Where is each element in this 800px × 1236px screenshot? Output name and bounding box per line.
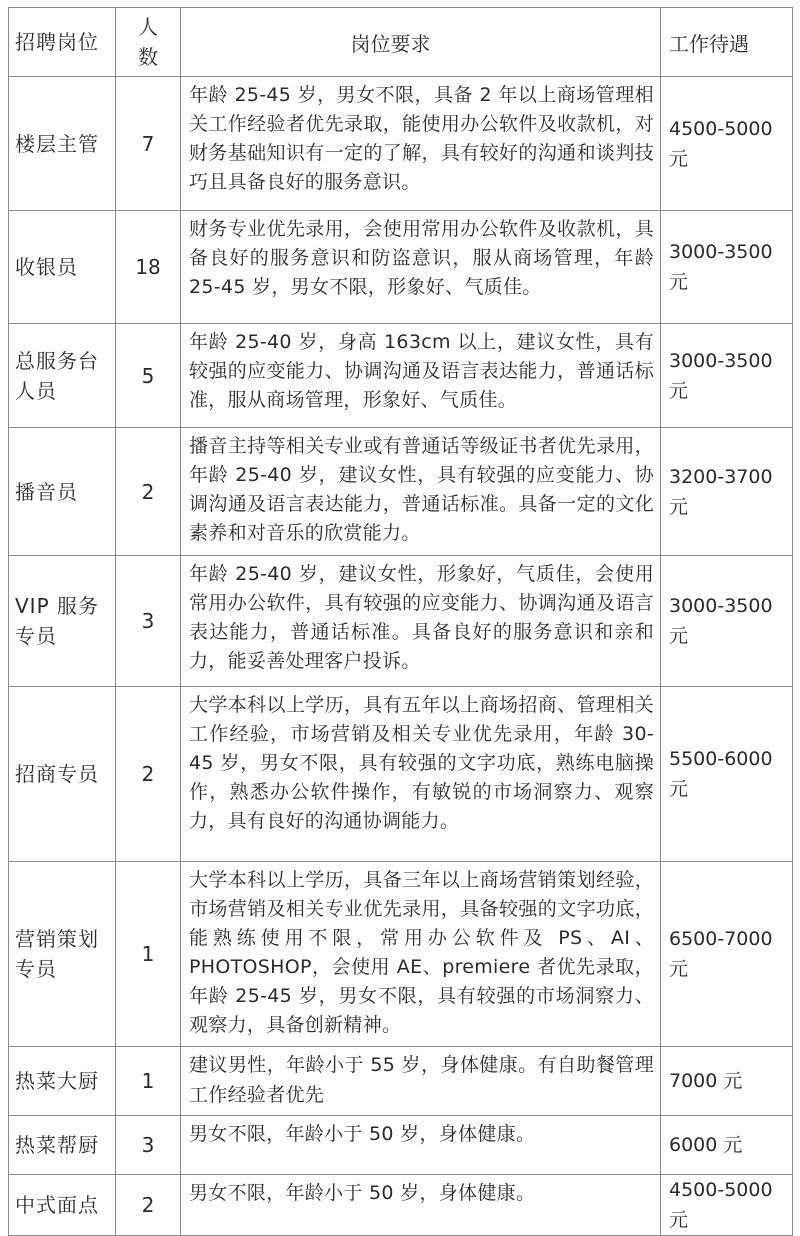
table-row <box>9 77 793 211</box>
cell-count: 5 <box>116 324 181 428</box>
cell-requirements: 大学本科以上学历，具备三年以上商场营销策划经验，市场营销及相关专业优先录用，具备较强的文字功底，能熟练使用不限，常用办公软件及 PS、AI、PHOTOSHOP，会使用 AE、premiere 者优先录取，年龄 25-45 岁，男女不限，具有较强的市场洞察力、观察力，具备创新精神。 <box>181 862 661 1047</box>
cell-count: 1 <box>116 1047 181 1116</box>
cell-count: 2 <box>116 687 181 862</box>
header-position: 招聘岗位 <box>9 8 116 77</box>
cell-position: 热菜帮厨 <box>9 1116 116 1175</box>
cell-salary: 3000-3500 元 <box>661 324 793 428</box>
cell-salary: 4500-5000 元 <box>661 77 793 211</box>
table-row <box>9 1047 793 1116</box>
table-row <box>9 1116 793 1175</box>
cell-salary: 5500-6000 元 <box>661 687 793 862</box>
table-row <box>9 1175 793 1236</box>
cell-requirements: 男女不限，年龄小于 50 岁，身体健康。 <box>181 1116 661 1175</box>
cell-requirements: 财务专业优先录用，会使用常用办公软件及收款机，具备良好的服务意识和防盗意识，服从商场管理，年龄 25-45 岁，男女不限，形象好、气质佳。 <box>181 211 661 324</box>
cell-salary: 6000 元 <box>661 1116 793 1175</box>
cell-position: 总服务台人员 <box>9 324 116 428</box>
header-requirements: 岗位要求 <box>181 8 661 77</box>
cell-salary: 3000-3500 元 <box>661 211 793 324</box>
table-row <box>9 428 793 556</box>
cell-requirements: 播音主持等相关专业或有普通话等级证书者优先录用，年龄 25-40 岁，建议女性，具有较强的应变能力、协调沟通及语言表达能力，普通话标准。具备一定的文化素养和对音乐的欣赏能力。 <box>181 428 661 556</box>
cell-count: 3 <box>116 556 181 687</box>
recruitment-table <box>8 7 793 1236</box>
cell-requirements: 年龄 25-40 岁，建议女性，形象好，气质佳，会使用常用办公软件，具有较强的应变能力、协调沟通及语言表达能力，普通话标准。具备良好的服务意识和亲和力，能妥善处理客户投诉。 <box>181 556 661 687</box>
cell-count: 1 <box>116 862 181 1047</box>
cell-salary: 3200-3700 元 <box>661 428 793 556</box>
table-row <box>9 556 793 687</box>
header-count: 人数 <box>116 8 181 77</box>
header-salary: 工作待遇 <box>661 8 793 77</box>
cell-requirements: 男女不限，年龄小于 50 岁，身体健康。 <box>181 1175 661 1236</box>
table-row <box>9 324 793 428</box>
cell-count: 7 <box>116 77 181 211</box>
table-row <box>9 687 793 862</box>
cell-count: 2 <box>116 1175 181 1236</box>
table-row <box>9 211 793 324</box>
cell-salary: 6500-7000 元 <box>661 862 793 1047</box>
cell-requirements: 大学本科以上学历，具有五年以上商场招商、管理相关工作经验，市场营销及相关专业优先录用，年龄 30-45 岁，男女不限，具有较强的文字功底，熟练电脑操作，熟悉办公软件操作，有敏锐的市场洞察力、观察力，具有良好的沟通协调能力。 <box>181 687 661 862</box>
cell-position: 播音员 <box>9 428 116 556</box>
cell-position: 中式面点 <box>9 1175 116 1236</box>
cell-count: 2 <box>116 428 181 556</box>
cell-position: 楼层主管 <box>9 77 116 211</box>
cell-count: 18 <box>116 211 181 324</box>
cell-requirements: 建议男性，年龄小于 55 岁，身体健康。有自助餐管理工作经验者优先 <box>181 1047 661 1116</box>
cell-position: 营销策划专员 <box>9 862 116 1047</box>
cell-position: 热菜大厨 <box>9 1047 116 1116</box>
cell-position: VIP 服务专员 <box>9 556 116 687</box>
table-header-row <box>9 8 793 77</box>
cell-requirements: 年龄 25-40 岁，身高 163cm 以上，建议女性，具有较强的应变能力、协调沟通及语言表达能力，普通话标准，服从商场管理，形象好、气质佳。 <box>181 324 661 428</box>
cell-salary: 7000 元 <box>661 1047 793 1116</box>
cell-position: 收银员 <box>9 211 116 324</box>
table-row <box>9 862 793 1047</box>
cell-requirements: 年龄 25-45 岁，男女不限，具备 2 年以上商场管理相关工作经验者优先录取，能使用办公软件及收款机，对财务基础知识有一定的了解，具有较好的沟通和谈判技巧且具备良好的服务意识。 <box>181 77 661 211</box>
cell-salary: 3000-3500 元 <box>661 556 793 687</box>
cell-count: 3 <box>116 1116 181 1175</box>
cell-salary: 4500-5000 元 <box>661 1175 793 1236</box>
cell-position: 招商专员 <box>9 687 116 862</box>
